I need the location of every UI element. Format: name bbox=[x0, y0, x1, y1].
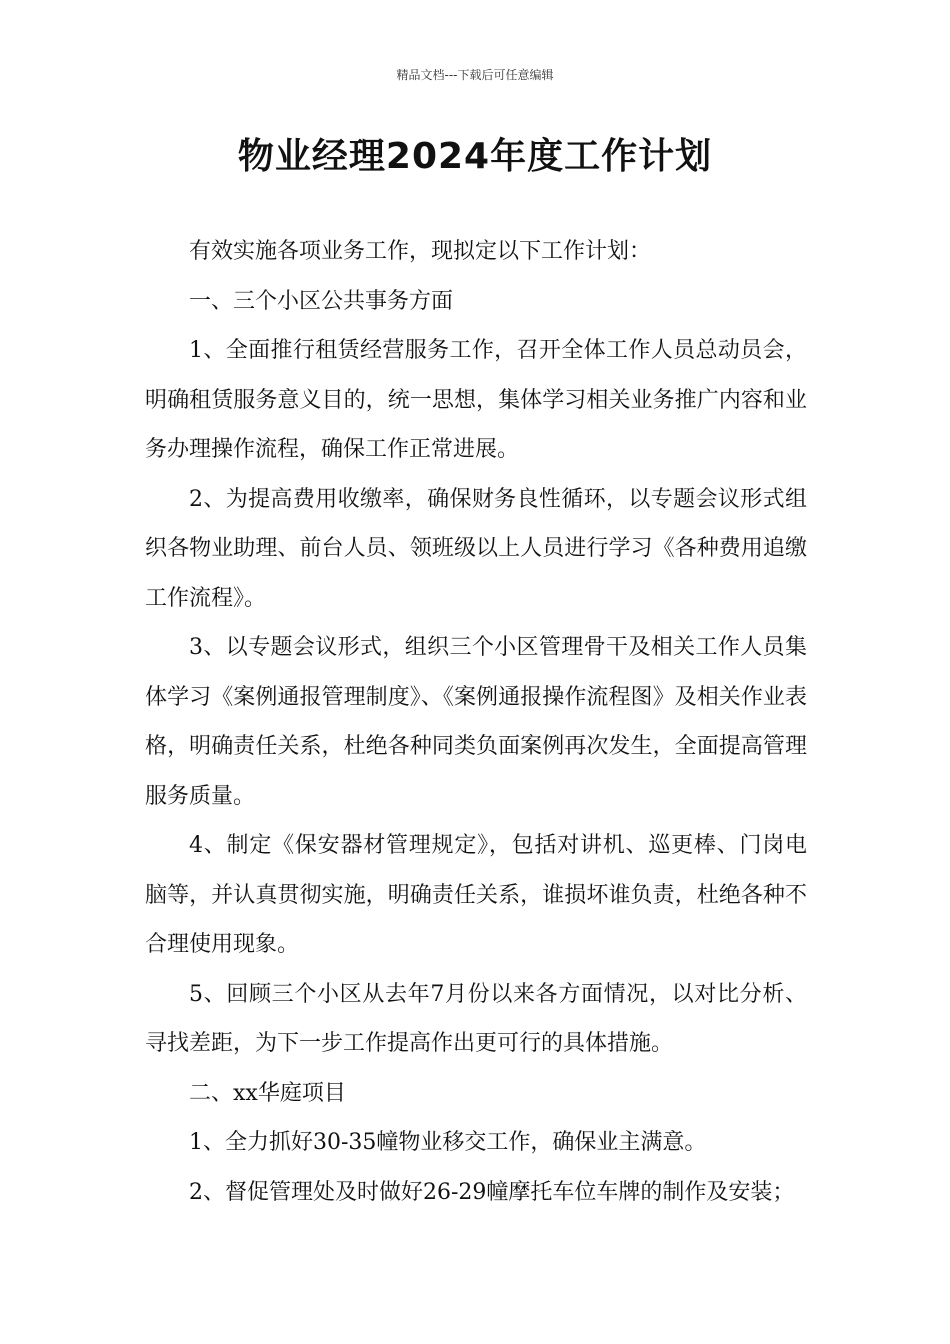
list-item-1-3: 3、以专题会议形式，组织三个小区管理骨干及相关工作人员集体学习《案例通报管理制度》、《案例通报操作流程图》及相关作业表格，明确责任关系，杜绝各种同类负面案例再次发生，全面提高管理服务质量。 bbox=[145, 635, 807, 809]
document-body bbox=[145, 227, 807, 1217]
list-item-1-4: 4、制定《保安器材管理规定》，包括对讲机、巡更棒、门岗电脑等，并认真贯彻实施，明确责任关系，谁损坏谁负责，杜绝各种不合理使用现象。 bbox=[145, 833, 807, 957]
section-heading-1: 一、三个小区公共事务方面 bbox=[189, 288, 454, 314]
list-item-2-1: 1、全力抓好30-35幢物业移交工作，确保业主满意。 bbox=[189, 1130, 707, 1155]
list-item-1-2: 2、为提高费用收缴率，确保财务良性循环，以专题会议形式组织各物业助理、前台人员、领班级以上人员进行学习《各种费用追缴工作流程》。 bbox=[145, 486, 807, 611]
header-watermark: 精品文档---下载后可任意编辑 bbox=[396, 68, 554, 82]
section-heading-2: 二、xx华庭项目 bbox=[189, 1080, 346, 1106]
document-title: 物业经理2024年度工作计划 bbox=[237, 136, 713, 177]
list-item-2-2: 2、督促管理处及时做好26-29幢摩托车位车牌的制作及安装； bbox=[189, 1179, 795, 1205]
list-item-1-5: 5、回顾三个小区从去年7月份以来各方面情况，以对比分析、寻找差距，为下一步工作提高作出更可行的具体措施。 bbox=[145, 981, 807, 1056]
intro-paragraph: 有效实施各项业务工作，现拟定以下工作计划： bbox=[189, 239, 652, 264]
list-item-1-1: 1、全面推行租赁经营服务工作，召开全体工作人员总动员会，明确租赁服务意义目的，统一思想，集体学习相关业务推广内容和业务办理操作流程，确保工作正常进展。 bbox=[145, 338, 807, 462]
